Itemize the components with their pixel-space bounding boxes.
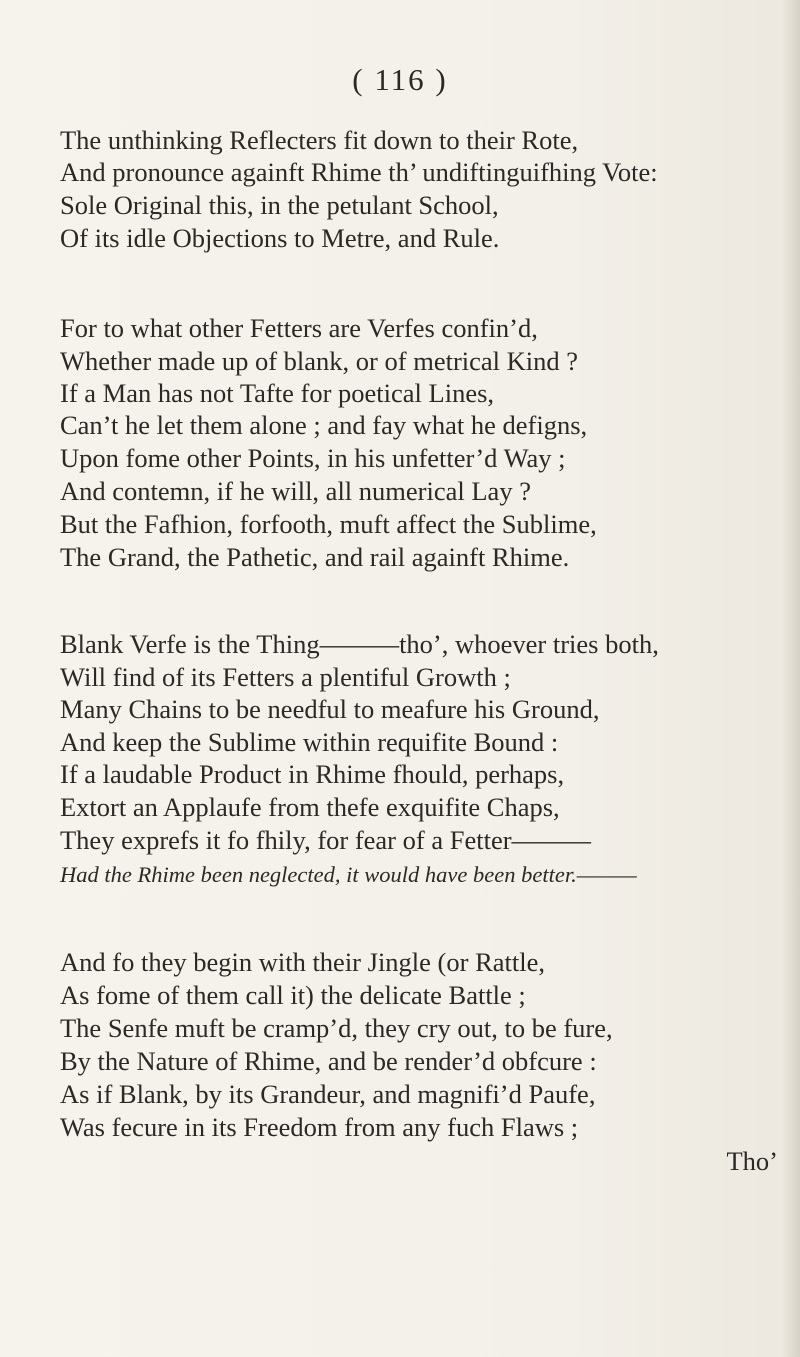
poem-line: Many Chains to be needful to meafure his Ground, xyxy=(60,694,600,724)
poem-line: And contemn, if he will, all numerical Lay ? xyxy=(60,476,531,506)
poem-line: And pronounce againft Rhime th’ undiftinguifhing Vote: xyxy=(60,157,658,187)
poem-line: Extort an Applaufe from thefe exquifite Chaps, xyxy=(60,792,560,822)
poem-line: And fo they begin with their Jingle (or Rattle, xyxy=(60,947,545,977)
poem-line: Whether made up of blank, or of metrical Kind ? xyxy=(60,346,579,376)
poem-line: If a Man has not Tafte for poetical Lines, xyxy=(60,378,495,408)
poem-line: Will find of its Fetters a plentiful Growth ; xyxy=(60,662,511,692)
poem-line: By the Nature of Rhime, and be render’d obfcure : xyxy=(60,1046,597,1076)
poem-line: Of its idle Objections to Metre, and Rule. xyxy=(60,223,500,253)
page-edge-shadow xyxy=(782,0,800,1357)
poem-line: For to what other Fetters are Verfes confin’d, xyxy=(60,313,538,343)
catchword: Tho’ xyxy=(726,1146,778,1176)
page-number: ( 116 ) xyxy=(352,62,448,97)
poem-line: Can’t he let them alone ; and fay what he defigns, xyxy=(60,410,588,440)
poem-line: Upon fome other Points, in his unfetter’d Way ; xyxy=(60,443,566,473)
poem-line: Sole Original this, in the petulant School, xyxy=(60,190,499,220)
poem-line: As fome of them call it) the delicate Battle ; xyxy=(60,980,526,1010)
poem-line: If a laudable Product in Rhime fhould, perhaps, xyxy=(60,759,565,789)
poem-line: They exprefs it fo fhily, for fear of a Fetter——— xyxy=(60,825,592,855)
poem-line: The unthinking Reflecters fit down to their Rote, xyxy=(60,125,579,155)
poem-line: As if Blank, by its Grandeur, and magnifi’d Paufe, xyxy=(60,1079,596,1109)
poem-line: But the Fafhion, forfooth, muft affect the Sublime, xyxy=(60,509,597,539)
poem-line: The Grand, the Pathetic, and rail againft Rhime. xyxy=(60,542,570,572)
poem-line: The Senfe muft be cramp’d, they cry out, to be fure, xyxy=(60,1013,613,1043)
poem-line: And keep the Sublime within requifite Bound : xyxy=(60,727,559,757)
poem-line: Was fecure in its Freedom from any fuch Flaws ; xyxy=(60,1112,579,1142)
poem-line: Blank Verfe is the Thing———tho’, whoever tries both, xyxy=(60,629,659,659)
poem-line-italic: Had the Rhime been neglected, it would have been better.——— xyxy=(60,862,637,887)
